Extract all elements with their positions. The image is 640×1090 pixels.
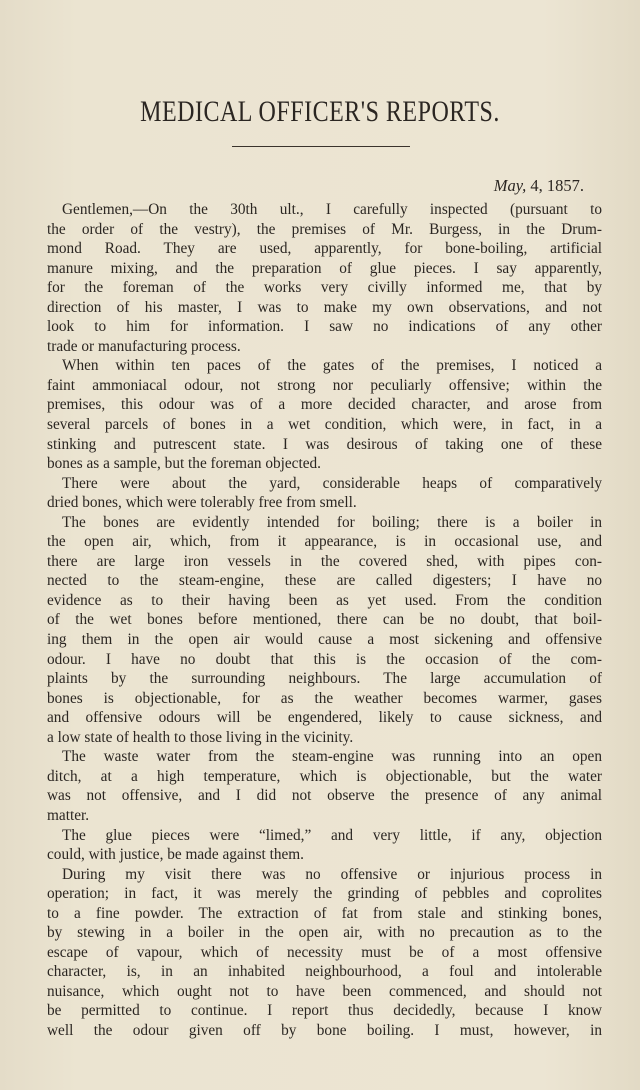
- text-line: odour. I have no doubt that this is the occasion of the com-: [47, 650, 602, 668]
- text-line: could, with justice, be made against them.: [47, 846, 305, 864]
- date-month: May,: [493, 176, 527, 195]
- text-line: a low state of health to those living in the vicinity.: [47, 728, 354, 746]
- text-line: operation; in fact, it was merely the grinding of pebbles and coprolites: [47, 885, 602, 903]
- text-line: several parcels of bones in a wet condition, which were, in fact, in a: [47, 416, 602, 434]
- text-line: by stewing in a boiler in the open air, with no precaution as to the: [47, 924, 602, 942]
- text-line: trade or manufacturing process.: [47, 337, 241, 355]
- text-line: manure mixing, and the preparation of glue pieces. I say apparently,: [47, 259, 602, 277]
- text-line: for the foreman of the works very civilly informed me, that by: [47, 279, 602, 297]
- text-line: plaints by the surrounding neighbours. The large accumulation of: [47, 670, 602, 688]
- text-line: bones as a sample, but the foreman objected.: [47, 455, 321, 473]
- text-line: stinking and putrescent state. I was desirous of taking one of these: [47, 435, 602, 453]
- report-date: [494, 176, 584, 196]
- text-line: premises, this odour was of a more decided character, and arose from: [47, 396, 602, 414]
- text-line: the order of the vestry), the premises of Mr. Burgess, in the Drum-: [47, 220, 602, 238]
- text-line: well the odour given off by bone boiling. I must, however, in: [47, 1021, 602, 1039]
- text-line: evidence as to their having been as yet used. From the condition: [47, 591, 602, 609]
- text-line: ditch, at a high temperature, which is objectionable, but the water: [47, 767, 602, 785]
- text-line: the open air, which, from it appearance, is in occasional use, and: [47, 533, 602, 551]
- text-line: When within ten paces of the gates of the premises, I noticed a: [62, 357, 602, 375]
- text-line: character, is, in an inhabited neighbourhood, a foul and intolerable: [47, 963, 602, 981]
- text-line: ing them in the open air would cause a most sickening and offensive: [47, 631, 602, 649]
- text-line: matter.: [47, 806, 90, 824]
- text-line: dried bones, which were tolerably free from smell.: [47, 494, 357, 512]
- text-line: bones is objectionable, for as the weather becomes warmer, gases: [47, 689, 602, 707]
- date-rest: 4, 1857.: [526, 176, 584, 195]
- text-line: mond Road. They are used, apparently, for bone-boiling, artificial: [47, 240, 602, 258]
- text-line: The bones are evidently intended for boiling; there is a boiler in: [62, 513, 602, 531]
- text-line: There were about the yard, considerable heaps of comparatively: [62, 474, 602, 492]
- page-title: MEDICAL OFFICER'S REPORTS.: [140, 96, 500, 129]
- text-line: The glue pieces were “limed,” and very little, if any, objection: [62, 826, 602, 844]
- text-line: nected to the steam-engine, these are called digesters; I have no: [47, 572, 602, 590]
- text-line: and offensive odours will be engendered, likely to cause sickness, and: [47, 709, 602, 727]
- text-line: be permitted to continue. I report thus decidedly, because I know: [47, 1002, 602, 1020]
- text-line: of the wet bones before mentioned, there can be no doubt, that boil-: [47, 611, 602, 629]
- text-line: escape of vapour, which of necessity must be of a most offensive: [47, 943, 602, 961]
- text-line: to a fine powder. The extraction of fat from stale and stinking bones,: [47, 904, 602, 922]
- text-line: there are large iron vessels in the covered shed, with pipes con-: [47, 552, 602, 570]
- report-body: [47, 200, 602, 1041]
- text-line: Gentlemen,—On the 30th ult., I carefully inspected (pursuant to: [62, 201, 602, 218]
- text-line: was not offensive, and I did not observe the presence of any animal: [47, 787, 602, 805]
- title-divider: [232, 146, 410, 147]
- text-line: look to him for information. I saw no indications of any other: [47, 318, 602, 336]
- text-line: The waste water from the steam-engine was running into an open: [62, 748, 602, 766]
- text-line: direction of his master, I was to make my own observations, and not: [47, 298, 602, 316]
- text-line: nuisance, which ought not to have been commenced, and should not: [47, 982, 602, 1000]
- text-line: faint ammoniacal odour, not strong nor peculiarly offensive; within the: [47, 376, 602, 394]
- text-line: During my visit there was no offensive or injurious process in: [62, 865, 602, 883]
